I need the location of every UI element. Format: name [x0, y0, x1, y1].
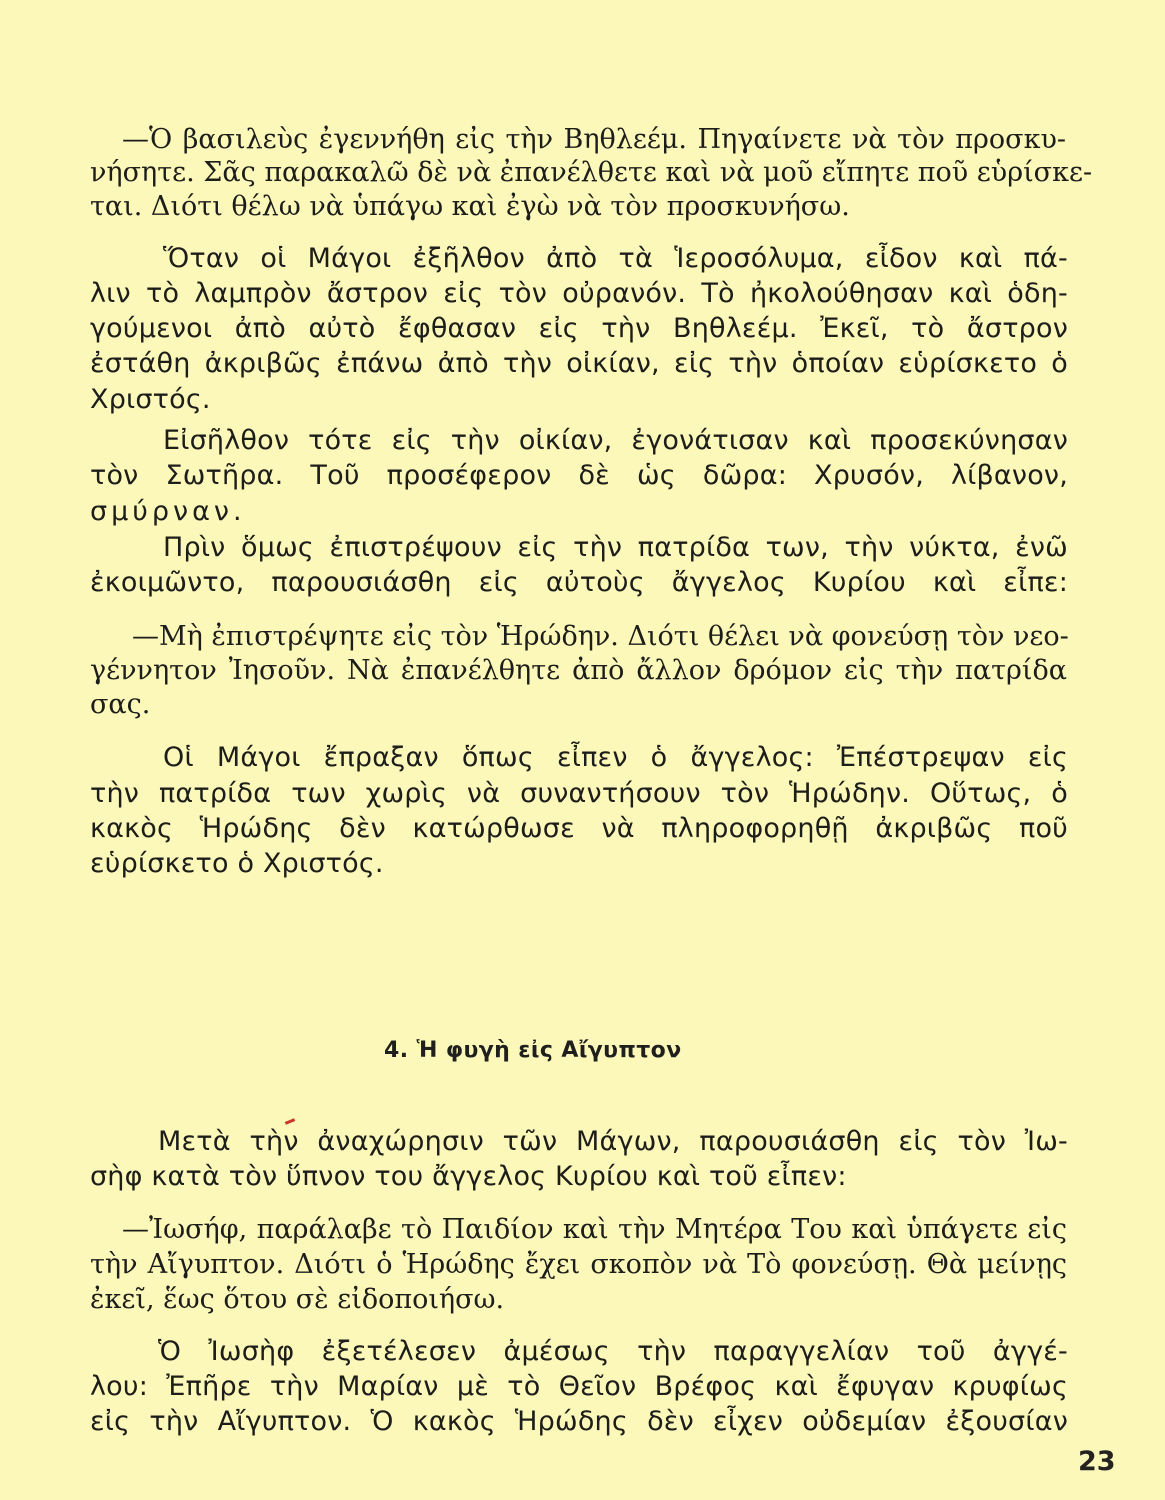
text-line-20: εὑρίσκετο ὁ Χριστός. [90, 848, 384, 879]
text-line-2: νήσητε. Σᾶς παρακαλῶ δὲ νὰ ἐπανέλθετε καὶ νὰ μοῦ εἴπητε ποῦ εὑρίσκε- [90, 157, 1093, 188]
text-line-25: τὴν Αἴγυπτον. Διότι ὁ Ἡρώδης ἔχει σκοπὸν νὰ Τὸ φονεύσῃ. Θὰ μείνῃς [90, 1249, 1067, 1280]
text-line-1: —Ὁ βασιλεὺς ἐγεννήθη εἰς τὴν Βηθλεέμ. Πηγαίνετε νὰ τὸν προσκυ- [122, 124, 1066, 155]
text-line-27: Ὁ Ἰωσὴφ ἐξετέλεσεν ἀμέσως τὴν παραγγελίαν τοῦ ἀγγέ- [158, 1336, 1068, 1367]
text-line-3: ται. Διότι θέλω νὰ ὑπάγω καὶ ἐγὼ νὰ τὸν προσκυνήσω. [90, 191, 850, 222]
page-number: 23 [1078, 1446, 1116, 1477]
text-line-28: λου: Ἐπῆρε τὴν Μαρίαν μὲ τὸ Θεῖον Βρέφος καὶ ἔφυγαν κρυφίως [90, 1371, 1068, 1402]
text-line-23: σὴφ κατὰ τὸν ὕπνον του ἄγγελος Κυρίου καὶ τοῦ εἶπεν: [90, 1161, 847, 1192]
text-line-8: Χριστός. [90, 384, 211, 415]
text-line-26: ἐκεῖ, ἕως ὅτου σὲ εἰδοποιήσω. [90, 1284, 505, 1315]
text-line-4: Ὅταν οἱ Μάγοι ἐξῆλθον ἀπὸ τὰ Ἱεροσόλυμα, εἶδον καὶ πά- [163, 243, 1068, 274]
text-line-11: σμύρναν. [90, 496, 246, 527]
text-line-17: Οἱ Μάγοι ἔπραξαν ὅπως εἶπεν ὁ ἄγγελος: Ἐπέστρεψαν εἰς [163, 742, 1068, 773]
text-line-16: σας. [90, 689, 151, 720]
red-ink-mark [285, 1118, 295, 1125]
text-line-13: ἐκοιμῶντο, παρουσιάσθη εἰς αὐτοὺς ἄγγελος Κυρίου καὶ εἶπε: [90, 567, 1068, 598]
text-line-5: λιν τὸ λαμπρὸν ἄστρον εἰς τὸν οὐρανόν. Τὸ ἠκολούθησαν καὶ ὁδη- [90, 278, 1068, 309]
text-line-6: γούμενοι ἀπὸ αὐτὸ ἔφθασαν εἰς τὴν Βηθλεέμ. Ἐκεῖ, τὸ ἄστρον [90, 313, 1068, 344]
text-line-29: εἰς τὴν Αἴγυπτον. Ὁ κακὸς Ἡρώδης δὲν εἶχεν οὐδεμίαν ἐξουσίαν [90, 1406, 1068, 1437]
text-line-14: —Μὴ ἐπιστρέψητε εἰς τὸν Ἡρώδην. Διότι θέλει νὰ φονεύσῃ τὸν νεο- [132, 621, 1069, 652]
section-heading: 4. Ἡ φυγὴ εἰς Αἴγυπτον [384, 1038, 682, 1063]
text-line-22: Μετὰ τὴν ἀναχώρησιν τῶν Μάγων, παρουσιάσθη εἰς τὸν Ἰω- [158, 1126, 1068, 1157]
text-line-24: —Ἰωσήφ, παράλαβε τὸ Παιδίον καὶ τὴν Μητέρα Του καὶ ὑπάγετε εἰς [122, 1214, 1067, 1245]
text-line-7: ἐστάθη ἀκριβῶς ἐπάνω ἀπὸ τὴν οἰκίαν, εἰς τὴν ὁποίαν εὑρίσκετο ὁ [90, 348, 1068, 379]
text-line-19: κακὸς Ἡρώδης δὲν κατώρθωσε νὰ πληροφορηθῇ ἀκριβῶς ποῦ [90, 813, 1068, 844]
text-line-18: τὴν πατρίδα των χωρὶς νὰ συναντήσουν τὸν Ἡρώδην. Οὕτως, ὁ [90, 778, 1068, 809]
text-line-12: Πρὶν ὅμως ἐπιστρέψουν εἰς τὴν πατρίδα των, τὴν νύκτα, ἐνῶ [163, 532, 1068, 563]
text-line-15: γέννητον Ἰησοῦν. Νὰ ἐπανέλθητε ἀπὸ ἄλλον δρόμον εἰς τὴν πατρίδα [90, 655, 1067, 686]
text-line-10: τὸν Σωτῆρα. Τοῦ προσέφερον δὲ ὡς δῶρα: Χρυσόν, λίβανον, [90, 460, 1068, 491]
text-line-9: Εἰσῆλθον τότε εἰς τὴν οἰκίαν, ἐγονάτισαν καὶ προσεκύνησαν [163, 425, 1068, 456]
